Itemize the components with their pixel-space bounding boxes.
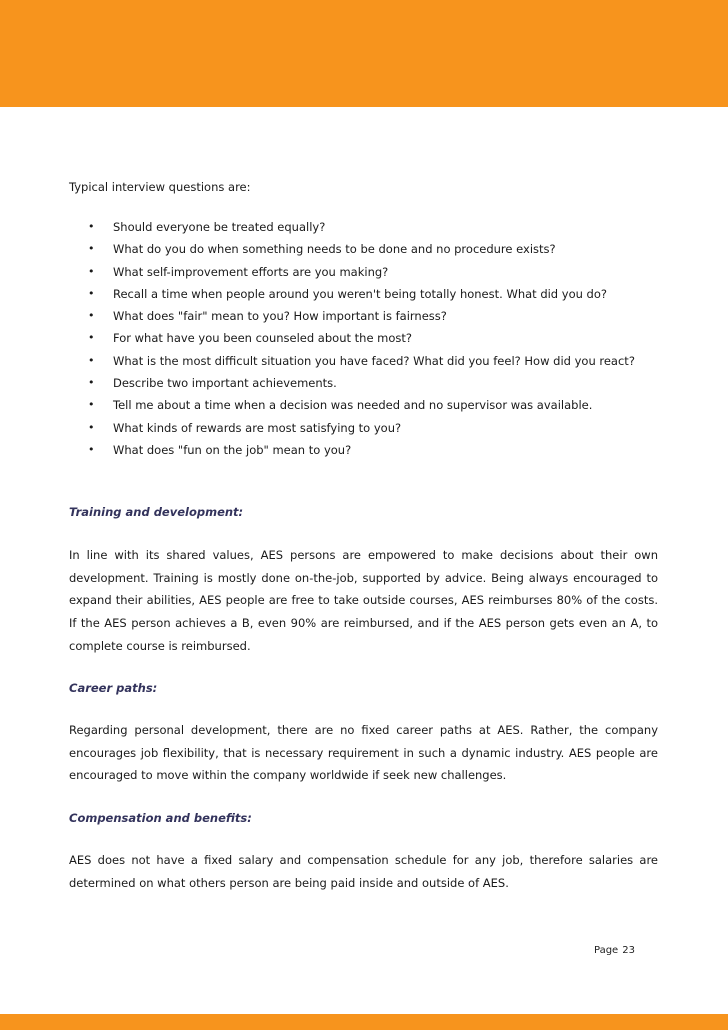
career-paragraph: Regarding personal development, there are no fixed career paths at AES. Rather, the company encourages job flexibility, that is necessary requirement in such a dynamic industry. AES people are encouraged to move within the company worldwide if seek new challenges.: [69, 723, 658, 783]
bullet-icon: •: [88, 420, 95, 434]
list-item: • What kinds of rewards are most satisfying to you?: [69, 417, 658, 439]
bullet-icon: •: [88, 353, 95, 367]
list-item: • Should everyone be treated equally?: [69, 216, 658, 238]
bullet-icon: •: [88, 286, 95, 300]
questions-list: [69, 216, 658, 461]
bullet-icon: •: [88, 398, 95, 412]
career-heading: Career paths:: [69, 681, 158, 696]
page-number: [594, 945, 635, 956]
list-item: • What self-improvement efforts are you making?: [69, 261, 658, 283]
bullet-icon: •: [88, 376, 95, 390]
header-band: [0, 0, 728, 107]
training-heading: Training and development:: [69, 505, 244, 520]
list-item: • For what have you been counseled about the most?: [69, 327, 658, 349]
list-item: • What does "fun on the job" mean to you?: [69, 439, 658, 461]
list-item: • Recall a time when people around you weren't being totally honest. What did you do?: [69, 283, 658, 305]
page-number-value: 23: [622, 945, 635, 956]
bullet-icon: •: [88, 242, 95, 256]
page-label: Page: [594, 945, 619, 956]
training-paragraph: In line with its shared values, AES persons are empowered to make decisions about their own development. Training is mostly done on-the-job, supported by advice. Being always encouraged to expand their abilities, AES people are free to take outside courses, AES reimburses 80% of the costs. If the AES person achieves a B, even 90% are reimbursed, and if the AES person gets even an A, to complete course is reimbursed.: [69, 548, 658, 653]
compensation-heading: Compensation and benefits:: [69, 811, 252, 826]
list-item: • What is the most difficult situation you have faced? What did you feel? How did you react?: [69, 350, 658, 372]
page-content: [69, 176, 658, 894]
footer-band: [0, 1014, 728, 1030]
compensation-paragraph: AES does not have a fixed salary and compensation schedule for any job, therefore salaries are determined on what others person are being paid inside and outside of AES.: [69, 853, 658, 890]
list-item: • Describe two important achievements.: [69, 372, 658, 394]
list-item: • What do you do when something needs to be done and no procedure exists?: [69, 238, 658, 260]
bullet-icon: •: [88, 331, 95, 345]
intro-text: Typical interview questions are:: [69, 180, 251, 194]
bullet-icon: •: [88, 442, 95, 456]
bullet-icon: •: [88, 220, 95, 233]
bullet-icon: •: [88, 264, 95, 278]
bullet-icon: •: [88, 309, 95, 323]
list-item: • What does "fair" mean to you? How important is fairness?: [69, 305, 658, 327]
list-item: • Tell me about a time when a decision was needed and no supervisor was available.: [69, 394, 658, 416]
